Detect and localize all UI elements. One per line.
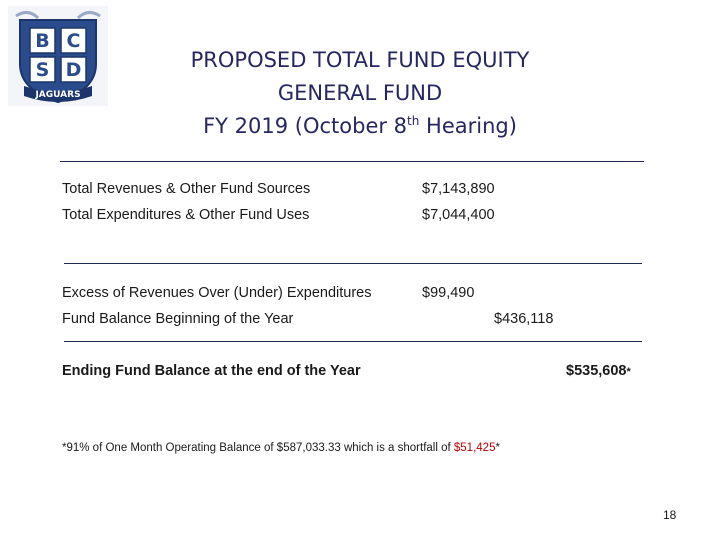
page-number: 18: [663, 508, 677, 522]
bcsd-jaguars-logo: [8, 6, 108, 106]
logo-letter: S: [35, 59, 50, 81]
ending-balance-amount: $535,608: [566, 363, 627, 379]
excess-label: Excess of Revenues Over (Under) Expenditures: [62, 285, 372, 301]
ending-balance-asterisk: *: [626, 366, 631, 378]
expenditures-value: $7,044,400: [422, 207, 495, 223]
expenditures-label: Total Expenditures & Other Fund Uses: [62, 207, 310, 223]
divider: [60, 161, 644, 162]
beginning-balance-value: $436,118: [494, 311, 554, 327]
divider: [64, 263, 642, 264]
beginning-balance-label: Fund Balance Beginning of the Year: [62, 311, 294, 327]
logo-letter: D: [65, 59, 82, 81]
title-ordinal-suffix: th: [407, 114, 420, 128]
ending-balance-value: [566, 363, 631, 379]
footnote-text: *91% of One Month Operating Balance of $587,033.33 which is a shortfall of: [62, 442, 454, 454]
logo-letter: C: [66, 30, 81, 52]
revenues-value: $7,143,890: [422, 181, 495, 197]
ending-balance-label: Ending Fund Balance at the end of the Year: [62, 363, 361, 379]
excess-value: $99,490: [422, 285, 475, 301]
title-line-2: GENERAL FUND: [277, 81, 443, 105]
logo-letter: B: [35, 30, 50, 52]
footnote: [62, 442, 500, 454]
divider: [64, 341, 642, 342]
title-line-3-end: Hearing): [419, 114, 517, 138]
title-line-3: [150, 110, 570, 143]
title-line-3-start: FY 2019 (October 8: [203, 114, 408, 138]
shortfall-amount: $51,425: [453, 442, 496, 454]
logo-banner-text: JAGUARS: [35, 90, 81, 100]
page-title: [150, 44, 570, 143]
footnote-asterisk: *: [495, 442, 500, 454]
title-line-1: PROPOSED TOTAL FUND EQUITY: [190, 48, 530, 72]
revenues-label: Total Revenues & Other Fund Sources: [62, 181, 311, 197]
